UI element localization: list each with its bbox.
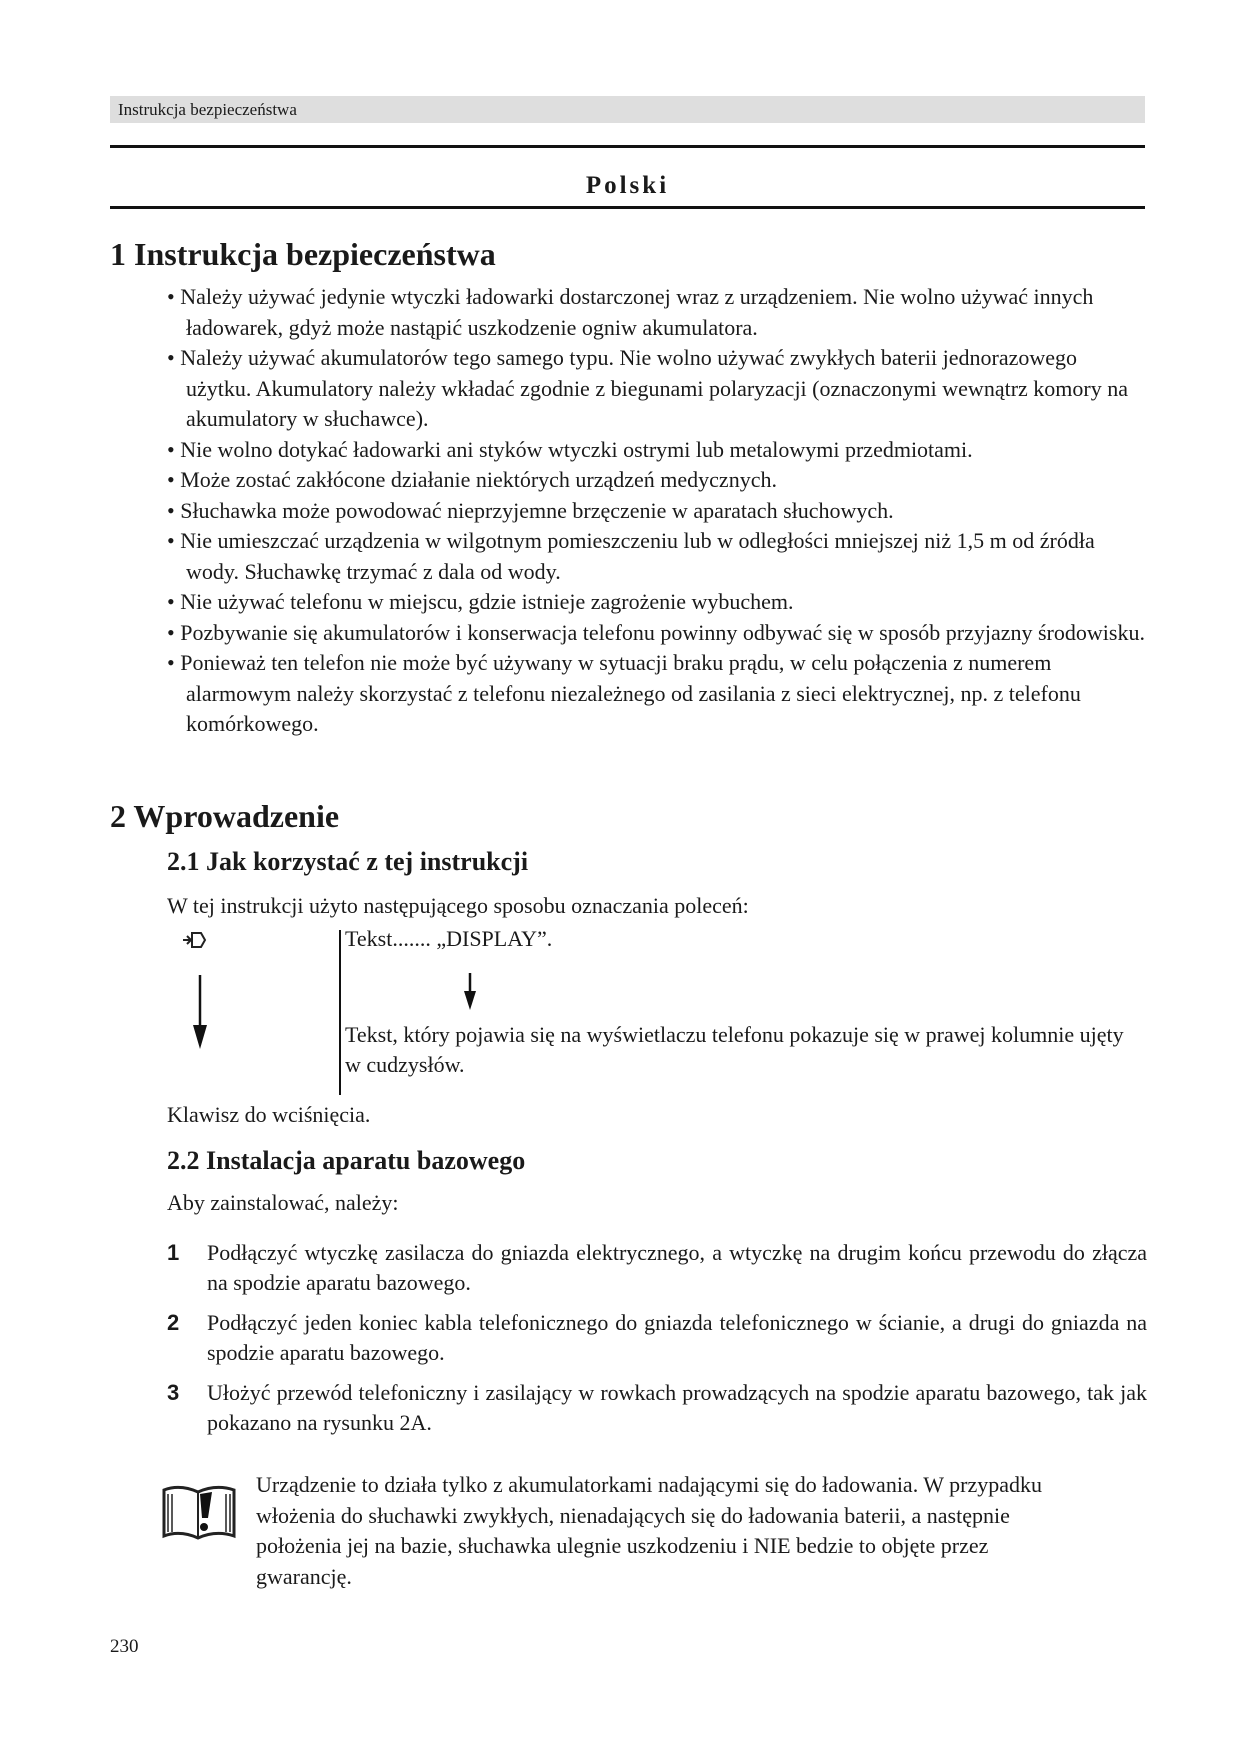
list-item bbox=[167, 1308, 1147, 1368]
list-item: • Nie wolno dotykać ładowarki ani styków wtyczki ostrymi lub metalowymi przedmiotami. bbox=[167, 435, 1147, 466]
instructions-intro: W tej instrukcji użyto następującego sposobu oznaczania poleceń: bbox=[167, 893, 749, 918]
list-item: • Ponieważ ten telefon nie może być używany w sytuacji braku prądu, w celu połączenia z numerem alarmowym należy skorzystać z telefonu niezależnego od zasilania z sieci elektrycznej, np. z telefonu komórkowego. bbox=[167, 648, 1147, 740]
section2-title: 2 Wprowadzenie bbox=[110, 798, 340, 834]
display-example: Tekst....... „DISPLAY”. bbox=[345, 926, 553, 951]
language-rule bbox=[110, 206, 1145, 209]
key-press-icon bbox=[181, 930, 207, 950]
step-number: 2 bbox=[167, 1310, 180, 1335]
step-text: Podłączyć jeden koniec kabla telefonicznego do gniazda telefonicznego w ścianie, a drugi do gniazda na spodzie aparatu bazowego. bbox=[207, 1310, 1147, 1365]
list-item: • Nie umieszczać urządzenia w wilgotnym pomieszczeniu lub w odległości mniejszej niż 1,5 m od źródła wody. Słuchawkę trzymać z dala od wody. bbox=[167, 526, 1147, 587]
page-number: 230 bbox=[110, 1636, 139, 1657]
running-header: Instrukcja bezpieczeństwa bbox=[110, 96, 1145, 123]
down-arrow-icon bbox=[462, 973, 478, 1011]
warning-book-icon bbox=[160, 1480, 238, 1542]
subsection-2-1-title: 2.1 Jak korzystać z tej instrukcji bbox=[167, 847, 529, 876]
list-item bbox=[167, 1238, 1147, 1298]
subsection-2-2-title: 2.2 Instalacja aparatu bazowego bbox=[167, 1146, 526, 1175]
step-text: Ułożyć przewód telefoniczny i zasilający w rowkach prowadzących na spodzie aparatu bazowego, tak jak pokazano na rysunku 2A. bbox=[207, 1380, 1147, 1435]
warning-note: Urządzenie to działa tylko z akumulatorkami nadającymi się do ładowania. W przypadku włożenia do słuchawki zwykłych, nienadających się do ładowania baterii, a następnie położenia jej na bazie, słuchawka ulegnie uszkodzeniu i NIE bedzie to objęte przez gwarancję. bbox=[256, 1472, 1043, 1589]
top-rule bbox=[110, 145, 1145, 148]
install-intro: Aby zainstalować, należy: bbox=[167, 1190, 399, 1215]
list-item: • Należy używać jedynie wtyczki ładowarki dostarczonej wraz z urządzeniem. Nie wolno używać innych ładowarek, gdyż może nastąpić uszkodzenie ogniw akumulatora. bbox=[167, 282, 1147, 343]
down-arrow-icon bbox=[190, 975, 210, 1050]
safety-list bbox=[167, 282, 1147, 740]
list-item: • Może zostać zakłócone działanie niektórych urządzeń medycznych. bbox=[167, 465, 1147, 496]
install-steps bbox=[167, 1238, 1147, 1448]
step-text: Podłączyć wtyczkę zasilacza do gniazda elektrycznego, a wtyczkę na drugim końcu przewodu do złącza na spodzie aparatu bazowego. bbox=[207, 1240, 1147, 1295]
key-description: Klawisz do wciśnięcia. bbox=[167, 1102, 371, 1127]
section1-title: 1 Instrukcja bezpieczeństwa bbox=[110, 236, 496, 272]
language-heading: Polski bbox=[585, 172, 670, 199]
list-item: • Należy używać akumulatorów tego samego typu. Nie wolno używać zwykłych baterii jednorazowego użytku. Akumulatory należy wkładać zgodnie z biegunami polaryzacji (oznaczonymi wewnątrz komory na akumulatory w słuchawce). bbox=[167, 343, 1147, 435]
list-item: • Pozbywanie się akumulatorów i konserwacja telefonu powinny odbywać się w sposób przyjazny środowisku. bbox=[167, 618, 1147, 649]
list-item: • Nie używać telefonu w miejscu, gdzie istnieje zagrożenie wybuchem. bbox=[167, 587, 1147, 618]
step-number: 3 bbox=[167, 1380, 180, 1405]
display-description: Tekst, który pojawia się na wyświetlaczu telefonu pokazuje się w prawej kolumnie ujęty w cudzysłów. bbox=[345, 1022, 1124, 1077]
step-number: 1 bbox=[167, 1240, 180, 1265]
list-item: • Słuchawka może powodować nieprzyjemne brzęczenie w aparatach słuchowych. bbox=[167, 496, 1147, 527]
column-divider bbox=[339, 930, 341, 1095]
list-item bbox=[167, 1378, 1147, 1438]
